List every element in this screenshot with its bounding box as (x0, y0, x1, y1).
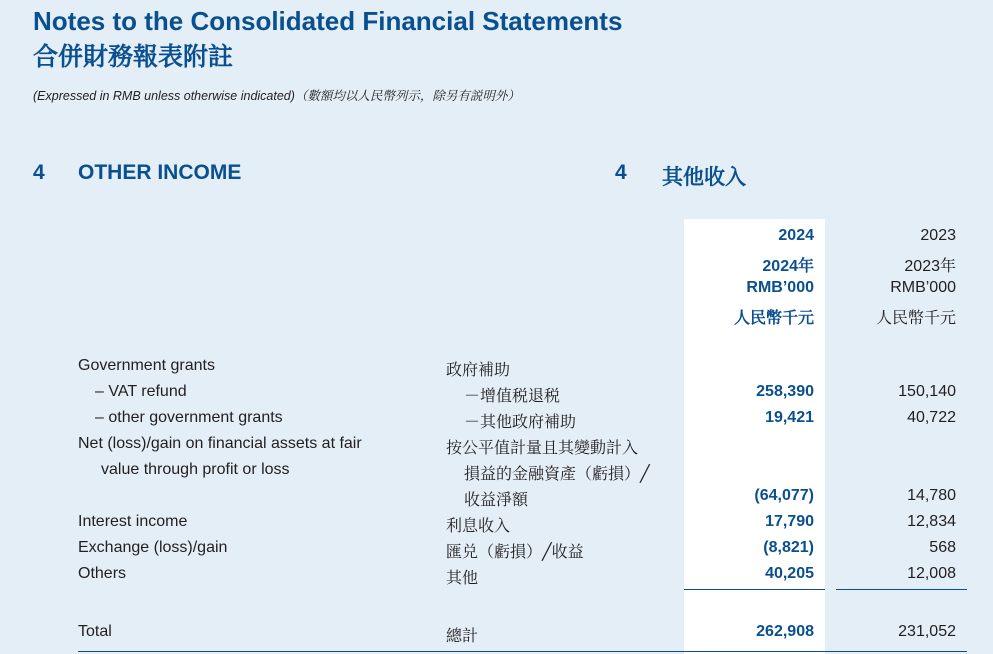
header-year-2024-zh: 2024年 (762, 258, 814, 275)
section-title-chinese: 其他收入 (662, 166, 746, 189)
row-label-others: Others (78, 565, 127, 582)
row-label-vat-refund-zh: －增值税退税 (464, 388, 561, 405)
value-2023-others: 12,008 (907, 565, 956, 582)
row-label-interest-income: Interest income (78, 513, 188, 530)
value-2024-vat-refund: 258,390 (756, 383, 814, 400)
row-label-total: Total (78, 623, 112, 640)
row-label-vat-refund: – VAT refund (95, 383, 187, 400)
value-2024-exchange: (8,821) (763, 539, 814, 556)
section-title: OTHER INCOME (78, 161, 242, 184)
value-2024-other-grants: 19,421 (765, 409, 814, 426)
row-label-other-grants-zh: －其他政府補助 (464, 414, 577, 431)
value-2024-total: 262,908 (756, 623, 814, 640)
row-label-fair-value-line2: value through profit or loss (101, 461, 290, 478)
row-label-interest-income-zh: 利息收入 (446, 518, 511, 535)
header-unit-2024-zh: 人民幣千元 (733, 310, 814, 327)
value-2024-fair-value: (64,077) (754, 487, 814, 504)
subtotal-rule-2023 (836, 589, 967, 590)
row-label-others-zh: 其他 (446, 570, 479, 587)
total-rule (78, 651, 967, 652)
row-label-fair-value-zh-line2: 損益的金融資產（虧損）╱ (464, 466, 650, 483)
value-2023-fair-value: 14,780 (907, 487, 956, 504)
value-2023-exchange: 568 (929, 539, 956, 556)
row-label-fair-value-zh-line1: 按公平值計量且其變動計入 (446, 440, 639, 457)
row-label-exchange: Exchange (loss)/gain (78, 539, 228, 556)
row-label-other-grants: – other government grants (95, 409, 283, 426)
header-unit-2023-zh: 人民幣千元 (875, 310, 956, 327)
row-label-total-zh: 總計 (446, 628, 479, 645)
value-2023-vat-refund: 150,140 (898, 383, 956, 400)
header-year-2024: 2024 (778, 227, 814, 244)
header-year-2023-zh: 2023年 (904, 258, 956, 275)
section-number-chinese: 4 (615, 161, 627, 184)
row-label-government-grants: Government grants (78, 357, 215, 374)
row-label-exchange-zh: 匯兑（虧損）╱收益 (446, 544, 584, 561)
row-label-fair-value-line1: Net (loss)/gain on financial assets at fair (78, 435, 362, 452)
page-title-chinese: 合併財務報表附註 (33, 43, 234, 71)
value-2024-others: 40,205 (765, 565, 814, 582)
value-2023-total: 231,052 (898, 623, 956, 640)
section-number: 4 (33, 161, 45, 184)
row-label-fair-value-zh-line3: 收益淨額 (464, 492, 529, 509)
value-2024-interest-income: 17,790 (765, 513, 814, 530)
header-unit-2024: RMB’000 (746, 279, 814, 296)
currency-note: (Expressed in RMB unless otherwise indicated)（數額均以人民幣列示，除另有説明外） (33, 89, 520, 103)
value-2023-interest-income: 12,834 (907, 513, 956, 530)
page-title: Notes to the Consolidated Financial Statements (33, 6, 623, 36)
subtotal-rule-2024 (684, 589, 825, 590)
header-unit-2023: RMB’000 (890, 279, 956, 296)
row-label-government-grants-zh: 政府補助 (446, 362, 511, 379)
value-2023-other-grants: 40,722 (907, 409, 956, 426)
header-year-2023: 2023 (920, 227, 956, 244)
